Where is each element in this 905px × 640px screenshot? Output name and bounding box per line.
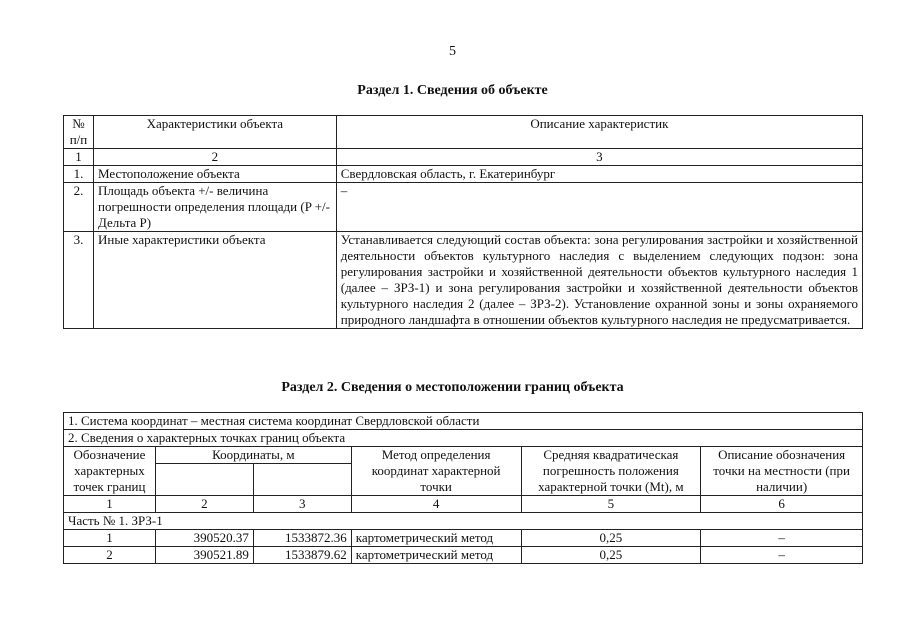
point-y: 1533879.62 [253, 547, 351, 564]
index-cell: 3 [336, 149, 862, 166]
header-characteristic: Характеристики объекта [93, 116, 336, 149]
header-designation: Обозначение характерных точек границ [64, 447, 156, 496]
index-cell: 3 [253, 496, 351, 513]
index-cell: 1 [64, 496, 156, 513]
point-accuracy: 0,25 [521, 530, 701, 547]
table-index-row [64, 149, 863, 166]
row-description: – [336, 183, 862, 232]
part-label: Часть № 1. ЗРЗ-1 [64, 513, 863, 530]
row-num: 2. [64, 183, 94, 232]
section2-title: Раздел 2. Сведения о местоположении границ объекта [281, 380, 624, 395]
points-title: 2. Сведения о характерных точках границ объекта [64, 430, 863, 447]
table-header-row [64, 447, 863, 464]
coord-system-row [64, 413, 863, 430]
boundary-points-table [63, 412, 863, 564]
table-header-row [64, 116, 863, 149]
point-method: картометрический метод [351, 530, 521, 547]
table-row [64, 232, 863, 329]
table-row [64, 166, 863, 183]
point-id: 2 [64, 547, 156, 564]
row-description: Свердловская область, г. Екатеринбург [336, 166, 862, 183]
header-accuracy: Средняя квадратическая погрешность положения характерной точки (Mt), м [521, 447, 701, 496]
coord-system: 1. Система координат – местная система координат Свердловской области [64, 413, 863, 430]
point-x: 390521.89 [155, 547, 253, 564]
section1-title: Раздел 1. Сведения об объекте [357, 83, 548, 98]
index-cell: 1 [64, 149, 94, 166]
row-characteristic: Иные характеристики объекта [93, 232, 336, 329]
row-description: Устанавливается следующий состав объекта: зона регулирования застройки и хозяйственной деятельности объектов культурного наследия с выделением следующих подзон: зона регулирования застройки и хозяйственной деятельности объектов культурного наследия 1 (далее – ЗРЗ-1) и зона регулирования застройки и хозяйственной деятельности объектов культурного наследия 2 (далее – ЗРЗ-2). Установление охранной зоны и зоны охраняемого природного ландшафта в отношении объектов культурного наследия не предусматривается. [336, 232, 862, 329]
index-cell: 4 [351, 496, 521, 513]
row-characteristic: Площадь объекта +/- величина погрешности определения площади (P +/- Дельта P) [93, 183, 336, 232]
header-coords: Координаты, м [155, 447, 351, 464]
point-description: – [701, 547, 863, 564]
point-y: 1533872.36 [253, 530, 351, 547]
row-num: 1. [64, 166, 94, 183]
header-method: Метод определения координат характерной точки [351, 447, 521, 496]
header-num: № п/п [64, 116, 94, 149]
header-y [253, 464, 351, 496]
object-info-table [63, 115, 863, 329]
points-title-row [64, 430, 863, 447]
row-num: 3. [64, 232, 94, 329]
point-x: 390520.37 [155, 530, 253, 547]
index-cell: 2 [93, 149, 336, 166]
point-id: 1 [64, 530, 156, 547]
point-accuracy: 0,25 [521, 547, 701, 564]
point-method: картометрический метод [351, 547, 521, 564]
header-x [155, 464, 253, 496]
table-row [64, 547, 863, 564]
index-cell: 2 [155, 496, 253, 513]
header-point-description: Описание обозначения точки на местности (при наличии) [701, 447, 863, 496]
page-number: 5 [449, 44, 456, 59]
table-row [64, 530, 863, 547]
point-description: – [701, 530, 863, 547]
table-row [64, 183, 863, 232]
part-row [64, 513, 863, 530]
header-description: Описание характеристик [336, 116, 862, 149]
index-cell: 6 [701, 496, 863, 513]
row-characteristic: Местоположение объекта [93, 166, 336, 183]
index-cell: 5 [521, 496, 701, 513]
table-index-row [64, 496, 863, 513]
